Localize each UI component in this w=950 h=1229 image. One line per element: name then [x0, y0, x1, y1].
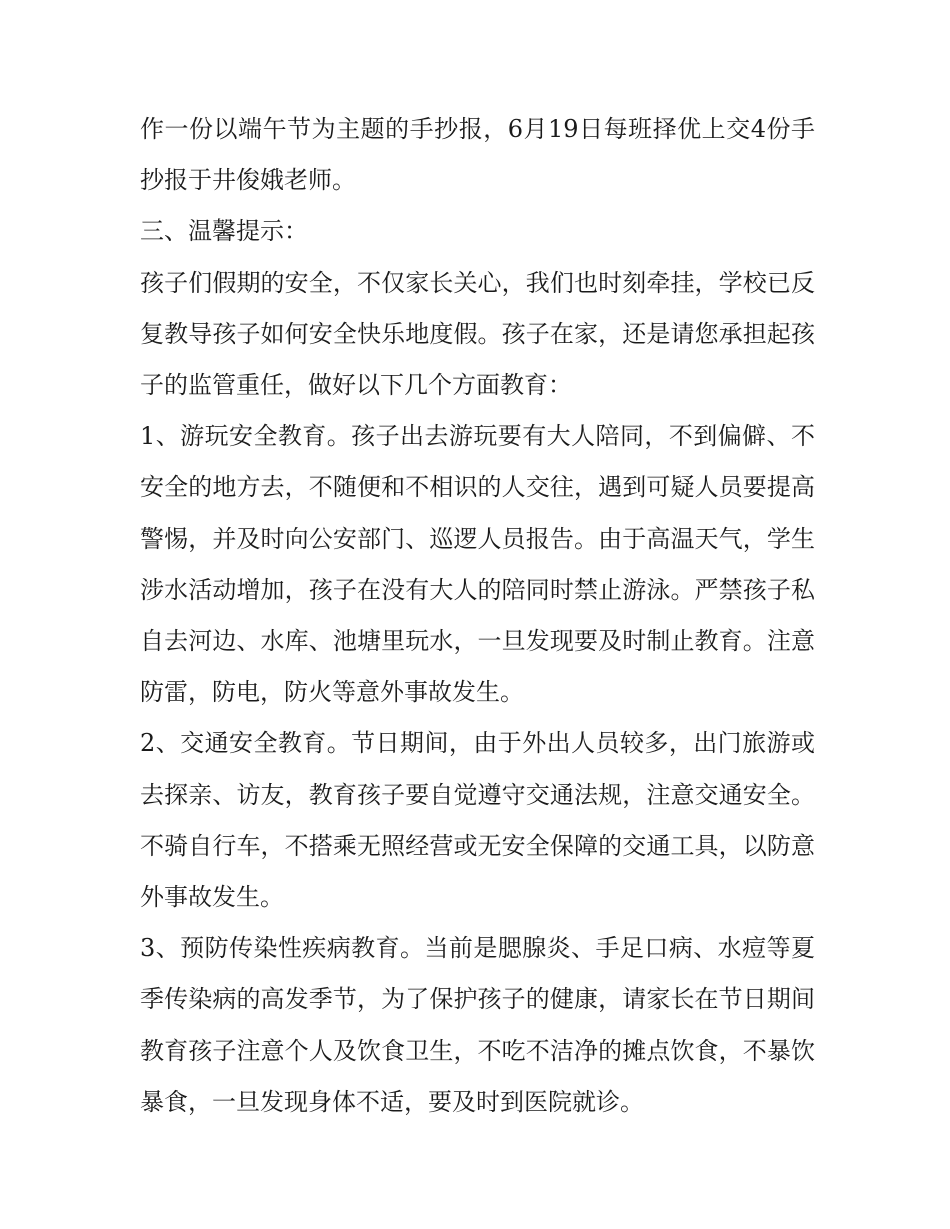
paragraph-handout-instructions: 作一份以端午节为主题的手抄报，6月19日每班择优上交4份手抄报于井俊娥老师。	[140, 115, 815, 195]
document-body	[140, 104, 815, 1128]
paragraph-disease-prevention: 3、预防传染性疾病教育。当前是腮腺炎、手足口病、水痘等夏季传染病的高发季节，为了保护孩子的健康，请家长在节日期间教育孩子注意个人及饮食卫生，不吃不洁净的摊点饮食，不暴饮暴食，一旦发现身体不适，要及时到医院就诊。	[140, 934, 815, 1116]
paragraph-traffic-safety: 2、交通安全教育。节日期间，由于外出人员较多，出门旅游或去探亲、访友，教育孩子要自觉遵守交通法规，注意交通安全。不骑自行车，不搭乘无照经营或无安全保障的交通工具，以防意外事故发生。	[140, 729, 815, 912]
paragraph-safety-intro: 孩子们假期的安全，不仅家长关心，我们也时刻牵挂，学校已反复教导孩子如何安全快乐地度假。孩子在家，还是请您承担起孩子的监管重任，做好以下几个方面教育：	[140, 268, 815, 400]
paragraph-play-safety: 1、游玩安全教育。孩子出去游玩要有大人陪同，不到偏僻、不安全的地方去，不随便和不相识的人交往，遇到可疑人员要提高警惕，并及时向公安部门、巡逻人员报告。由于高温天气，学生涉水活动增加，孩子在没有大人的陪同时禁止游泳。严禁孩子私自去河边、水库、池塘里玩水，一旦发现要及时制止教育。注意防雷，防电，防火等意外事故发生。	[140, 422, 815, 707]
section-heading-warm-tips: 三、温馨提示：	[140, 217, 308, 246]
